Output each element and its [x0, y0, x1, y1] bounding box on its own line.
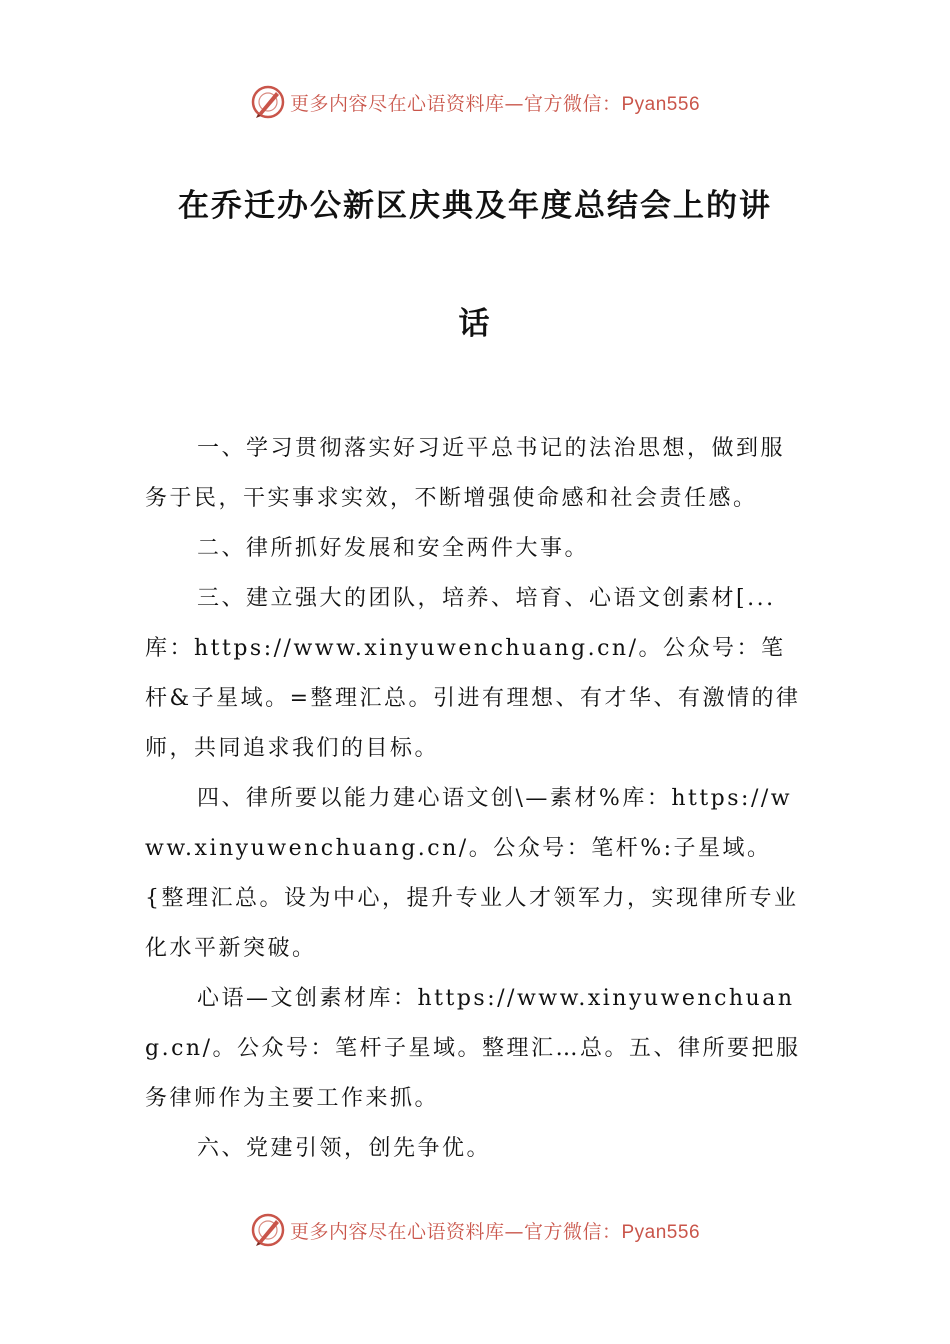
paragraph-5: 心语—文创素材库：https://www.xinyuwenchuang.cn/。公众号：笔杆子星域。整理汇…总。五、律所要把服务律师作为主要工作来抓。: [145, 986, 801, 1111]
header-banner: [0, 80, 950, 124]
pen-logo-icon: [250, 84, 286, 120]
paragraph-2: 二、律所抓好发展和安全两件大事。: [197, 536, 590, 561]
document-body: [145, 424, 807, 1174]
document-title-line1: 在乔迁办公新区庆典及年度总结会上的讲: [178, 188, 772, 224]
banner-text: 更多内容尽在心语资料库—官方微信：Pyan556: [289, 1220, 701, 1243]
paragraph-4: 四、律所要以能力建心语文创\—素材%库：https://www.xinyuwenchuang.cn/。公众号：笔杆%:子星域。{整理汇总。设为中心，提升专业人才领军力，实现律所专业化水平新突破。: [145, 786, 799, 961]
footer-banner: [0, 1208, 950, 1252]
wechat-id: Pyan556: [621, 93, 701, 115]
pen-logo-icon: [250, 1212, 286, 1248]
paragraph-1: 一、学习贯彻落实好习近平总书记的法治思想，做到服务于民，干实事求实效，不断增强使命感和社会责任感。: [145, 436, 786, 511]
banner-text: 更多内容尽在心语资料库—官方微信：Pyan556: [289, 92, 701, 115]
paragraph-3: 三、建立强大的团队，培养、培育、心语文创素材[...库：https://www.xinyuwenchuang.cn/。公众号：笔杆&子星域。=整理汇总。引进有理想、有才华、有激情的律师，共同追求我们的目标。: [145, 586, 801, 761]
wechat-id: Pyan556: [621, 1221, 701, 1243]
paragraph-6: 六、党建引领，创先争优。: [197, 1136, 492, 1161]
document-title-line2: 话: [458, 306, 492, 342]
